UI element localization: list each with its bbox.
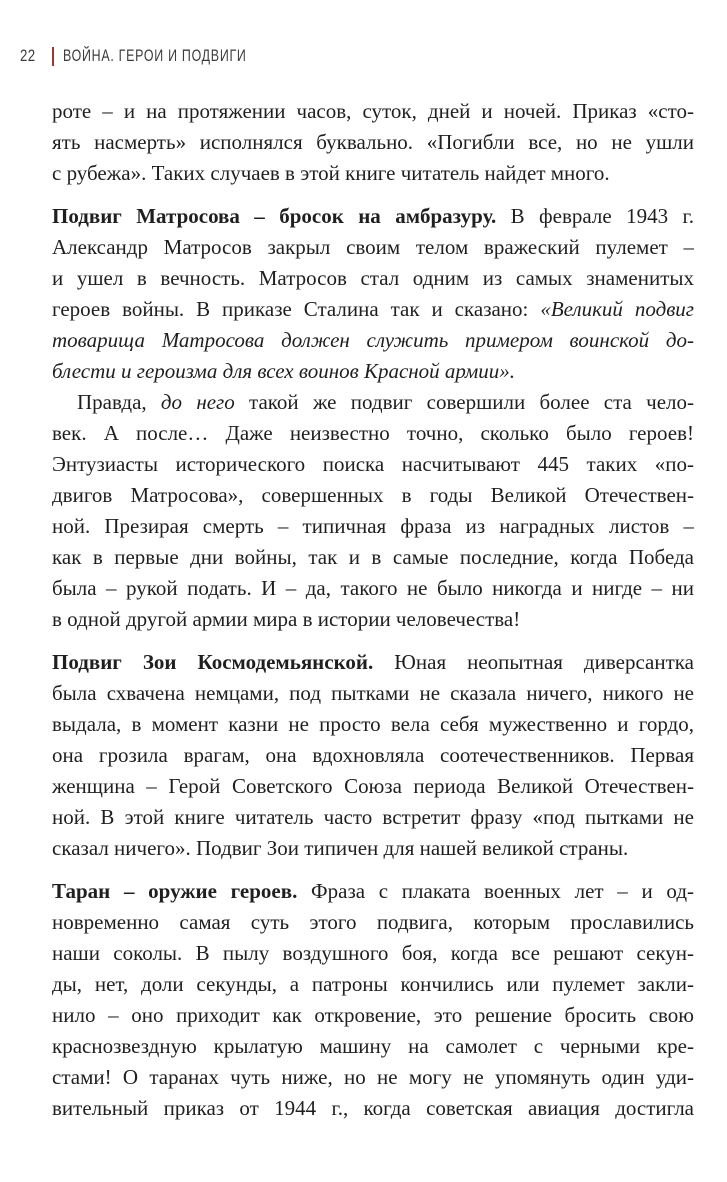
text-line xyxy=(52,709,694,740)
text-segment: «Великий подвиг xyxy=(540,297,694,321)
text-line xyxy=(52,907,694,938)
text-line xyxy=(52,604,694,635)
text-block xyxy=(52,96,694,1124)
text-segment: стами! О таранах чуть ниже, но не могу не упомянуть один уди- xyxy=(52,1065,694,1089)
text-line xyxy=(52,127,694,158)
text-segment: краснозвездную крылатую машину на самолет с черными кре- xyxy=(52,1034,694,1058)
header-separator-bar xyxy=(52,47,54,66)
text-segment: женщина – Герой Советского Союза периода Великой Отечествен- xyxy=(52,774,694,798)
text-segment: век. А после… Даже неизвестно точно, сколько было героев! xyxy=(52,421,694,445)
paragraph xyxy=(52,387,694,635)
text-line xyxy=(52,449,694,480)
text-segment: была схвачена немцами, под пытками не сказала ничего, никого не xyxy=(52,681,694,705)
text-line xyxy=(52,771,694,802)
text-line xyxy=(52,96,694,127)
text-segment: Правда, xyxy=(77,390,161,414)
paragraph xyxy=(52,201,694,387)
run-in-heading: Подвиг Зои Космодемьянской. xyxy=(52,650,374,674)
text-line xyxy=(52,325,694,356)
text-segment: ять насмерть» исполнялся буквально. «Погибли все, но не ушли xyxy=(52,130,694,154)
text-line xyxy=(52,1031,694,1062)
text-line xyxy=(52,356,694,387)
text-segment: товарища Матросова должен служить примером воинской до- xyxy=(52,328,694,352)
text-segment: с рубежа». Таких случаев в этой книге читатель найдет много. xyxy=(52,161,610,185)
text-segment: блести и героизма для всех воинов Красной армии». xyxy=(52,359,516,383)
text-segment: такой же подвиг совершили более ста чело- xyxy=(234,390,694,414)
text-segment: ной. В этой книге читатель часто встретит фразу «под пытками не xyxy=(52,805,694,829)
text-segment: роте – и на протяжении часов, суток, дней и ночей. Приказ «сто- xyxy=(52,99,694,123)
text-line xyxy=(52,1062,694,1093)
text-segment: нило – оно приходит как откровение, это решение бросить свою xyxy=(52,1003,694,1027)
page-number: 22 xyxy=(20,46,36,65)
text-line xyxy=(52,740,694,771)
text-line xyxy=(52,1093,694,1124)
text-line xyxy=(52,201,694,232)
paragraph xyxy=(52,96,694,189)
text-line xyxy=(52,542,694,573)
text-segment: двигов Матросова», совершенных в годы Великой Отечествен- xyxy=(52,483,694,507)
text-line xyxy=(52,511,694,542)
text-segment: Александр Матросов закрыл своим телом вражеский пулемет – xyxy=(52,235,694,259)
text-line xyxy=(52,232,694,263)
text-segment: ды, нет, доли секунды, а патроны кончились или пулемет закли- xyxy=(52,972,694,996)
running-title: ВОЙНА. ГЕРОИ И ПОДВИГИ xyxy=(63,46,247,65)
text-line xyxy=(52,480,694,511)
text-line xyxy=(52,802,694,833)
text-segment: Фраза с плаката военных лет – и од- xyxy=(297,879,694,903)
text-line xyxy=(52,418,694,449)
text-segment: Энтузиасты исторического поиска насчитывают 445 таких «по- xyxy=(52,452,694,476)
text-segment: выдала, в момент казни не просто вела себя мужественно и гордо, xyxy=(52,712,694,736)
text-line xyxy=(52,876,694,907)
text-segment: она грозила врагам, она вдохновляла соотечественников. Первая xyxy=(52,743,694,767)
run-in-heading: Подвиг Матросова – бросок на амбразуру. xyxy=(52,204,497,228)
text-line xyxy=(52,573,694,604)
paragraph xyxy=(52,876,694,1124)
text-line xyxy=(52,678,694,709)
text-segment: и ушел в вечность. Матросов стал одним из самых знаменитых xyxy=(52,266,694,290)
text-segment: Юная неопытная диверсантка xyxy=(373,650,694,674)
page-header xyxy=(0,0,727,70)
text-segment: была – рукой подать. И – да, такого не было никогда и нигде – ни xyxy=(52,576,694,600)
text-line xyxy=(52,158,694,189)
text-line xyxy=(52,387,694,418)
text-line xyxy=(52,294,694,325)
text-line xyxy=(52,969,694,1000)
text-segment: наши соколы. В пылу воздушного боя, когда все решают секун- xyxy=(52,941,694,965)
text-segment: сказал ничего». Подвиг Зои типичен для нашей великой страны. xyxy=(52,836,629,860)
text-line xyxy=(52,938,694,969)
text-segment: новременно самая суть этого подвига, которым прославились xyxy=(52,910,694,934)
text-line xyxy=(52,263,694,294)
text-segment: как в первые дни войны, так и в самые последние, когда Победа xyxy=(52,545,694,569)
text-segment: до него xyxy=(160,390,235,414)
text-line xyxy=(52,647,694,678)
text-segment: ной. Презирая смерть – типичная фраза из наградных листов – xyxy=(52,514,694,538)
text-segment: вительный приказ от 1944 г., когда советская авиация достигла xyxy=(52,1096,694,1120)
text-segment: героев войны. В приказе Сталина так и сказано: xyxy=(52,297,541,321)
text-segment: В феврале 1943 г. xyxy=(496,204,694,228)
text-line xyxy=(52,1000,694,1031)
text-line xyxy=(52,833,694,864)
text-segment: в одной другой армии мира в истории человечества! xyxy=(52,607,521,631)
run-in-heading: Таран – оружие героев. xyxy=(52,879,298,903)
paragraph xyxy=(52,647,694,864)
